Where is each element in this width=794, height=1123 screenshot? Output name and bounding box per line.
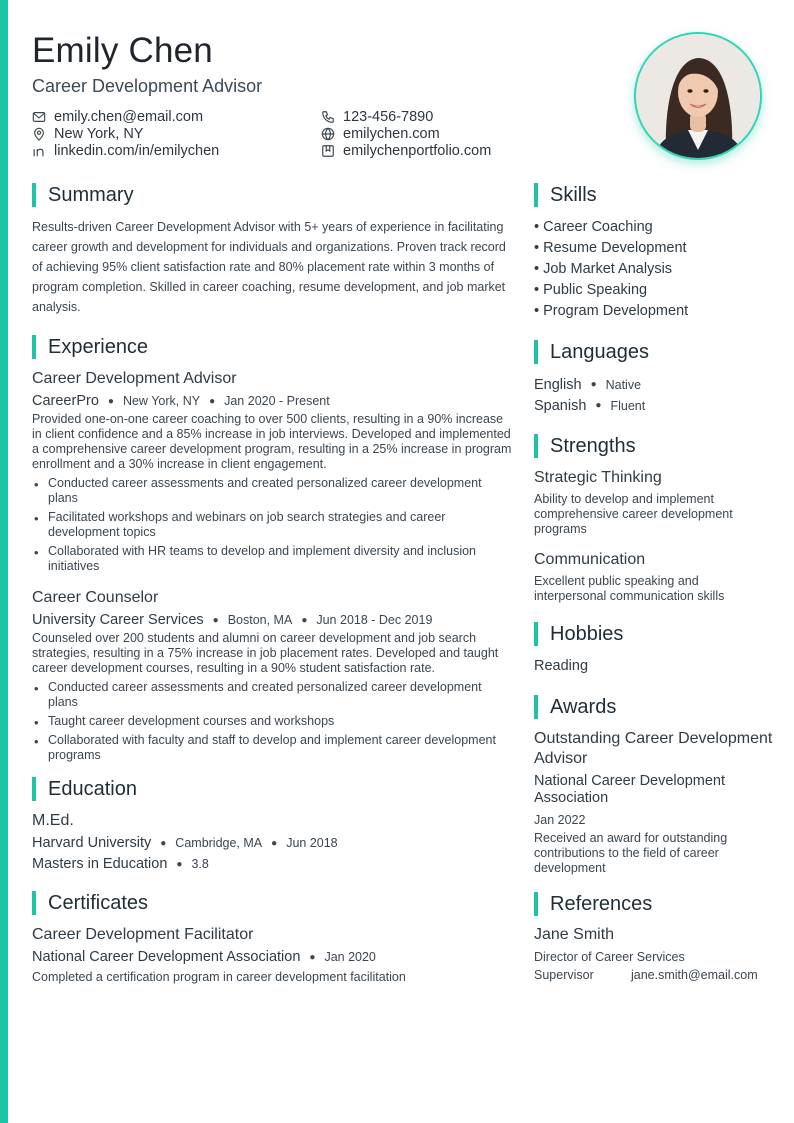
section-title: Skills	[550, 183, 597, 206]
graduation-date: Jun 2018	[286, 836, 338, 850]
section-title: Awards	[550, 695, 617, 718]
section-title: Hobbies	[550, 622, 624, 645]
heading-accent	[534, 183, 538, 207]
award-item	[534, 729, 774, 876]
experience-heading	[32, 335, 512, 359]
job-bullets	[32, 680, 512, 763]
certificates-heading	[32, 891, 512, 915]
heading-accent	[32, 183, 36, 207]
education-meta	[32, 834, 512, 852]
language-level: Fluent	[610, 398, 646, 413]
strength-title: Communication	[534, 551, 646, 568]
separator-dot: ●	[107, 395, 114, 407]
certificate-name: Career Development Facilitator	[32, 926, 254, 943]
school-location: Cambridge, MA	[175, 836, 263, 850]
skill-item: • Career Coaching	[534, 219, 653, 235]
contact-text: emily.chen@email.com	[54, 108, 204, 125]
company-name: CareerPro	[32, 393, 99, 409]
strength-description: Excellent public speaking and interpersonal communication skills	[534, 574, 725, 603]
summary-text: Results-driven Career Development Advisor with 5+ years of experience in facilitating career growth and development for individuals and organizations. Proven track record of achieving 95% client satisfaction rate and 80% placement rate within 3 months of program completion. Skilled in career coaching, resume development, and job market analysis.	[32, 220, 506, 314]
heading-accent	[32, 335, 36, 359]
experience-item	[32, 588, 512, 763]
bullet-item: • Collaborated with faculty and staff to develop and implement career development programs	[32, 733, 512, 763]
separator-dot: ●	[309, 951, 316, 963]
hobby-item: Reading	[534, 658, 589, 674]
strength-item	[534, 550, 774, 604]
skill-item: • Job Market Analysis	[534, 261, 673, 277]
location-icon	[32, 127, 46, 141]
strength-description: Ability to develop and implement comprehensive career development programs	[534, 492, 733, 536]
heading-accent	[32, 777, 36, 801]
candidate-name: Emily Chen	[32, 31, 213, 70]
globe-icon	[321, 127, 335, 141]
section-title: References	[550, 892, 653, 915]
company-name: University Career Services	[32, 612, 204, 628]
education-field-line	[32, 855, 512, 873]
section-title: Summary	[48, 183, 134, 206]
reference-role: Director of Career Services	[534, 950, 685, 964]
contact-portfolio[interactable]	[321, 142, 591, 159]
skills-list	[534, 217, 774, 322]
portfolio-icon	[321, 144, 335, 158]
language-item	[534, 395, 774, 416]
certificate-meta	[32, 948, 512, 966]
separator-dot: ●	[301, 614, 308, 626]
job-description: Counseled over 200 students and alumni on career development and job search strategies, resulting in a 75% increase in job placement rates. Developed and taught career development courses, resulting in a 90% student satisfaction rate.	[32, 631, 499, 675]
section-title: Certificates	[48, 891, 149, 914]
portrait-illustration	[636, 34, 760, 158]
language-level: Native	[605, 377, 642, 392]
bullet-item: • Conducted career assessments and created personalized career development plans	[32, 680, 512, 710]
section-title: Experience	[48, 335, 149, 358]
job-bullets	[32, 476, 512, 574]
email-icon	[32, 110, 46, 124]
heading-accent	[534, 695, 538, 719]
contact-linkedin[interactable]	[32, 142, 321, 159]
education-heading	[32, 777, 512, 801]
degree: M.Ed.	[32, 812, 74, 829]
experience-item	[32, 369, 512, 574]
section-title: Languages	[550, 340, 649, 363]
certificate-item	[32, 925, 512, 985]
gpa: 3.8	[191, 857, 209, 871]
separator-dot: ●	[212, 614, 219, 626]
separator-dot: ●	[595, 400, 602, 411]
reference-contact-row	[534, 968, 774, 982]
heading-accent	[32, 891, 36, 915]
job-dates: Jan 2020 - Present	[224, 394, 330, 408]
skills-heading	[534, 183, 774, 207]
reference-item	[534, 926, 774, 982]
job-location: Boston, MA	[227, 613, 293, 627]
linkedin-icon	[32, 144, 46, 158]
separator-dot: ●	[160, 837, 167, 849]
contact-text: emilychenportfolio.com	[343, 142, 492, 159]
school-name: Harvard University	[32, 835, 152, 851]
job-meta	[32, 611, 512, 629]
profile-photo	[634, 32, 762, 160]
separator-dot: ●	[176, 858, 183, 870]
contact-text: linkedin.com/in/emilychen	[54, 142, 220, 159]
separator-dot: ●	[590, 379, 597, 390]
language-name: English	[534, 376, 582, 393]
award-organization: National Career Development Association	[534, 773, 726, 806]
heading-accent	[534, 434, 538, 458]
strength-title: Strategic Thinking	[534, 469, 662, 486]
job-description: Provided one-on-one career coaching to over 500 clients, resulting in a 90% increase in client confidence and a 85% increase in job interviews. Developed and implemented a comprehensive career development program, resulting in a 25% increase in program enrollment and a 30% increase in client engagement.	[32, 412, 512, 471]
main-column	[32, 183, 512, 985]
language-name: Spanish	[534, 397, 587, 414]
summary-heading	[32, 183, 512, 207]
contact-text: 123-456-7890	[343, 108, 434, 125]
hobbies-heading	[534, 622, 774, 646]
reference-email[interactable]: jane.smith@email.com	[631, 968, 758, 982]
field-of-study: Masters in Education	[32, 856, 168, 872]
bullet-item: • Collaborated with HR teams to develop and implement diversity and inclusion initiatives	[32, 544, 512, 574]
candidate-title: Career Development Advisor	[32, 76, 263, 96]
skill-item: • Public Speaking	[534, 282, 648, 298]
contact-list	[32, 108, 592, 159]
bullet-item: • Taught career development courses and workshops	[32, 714, 512, 729]
separator-dot: ●	[209, 395, 216, 407]
job-title: Career Development Advisor	[32, 370, 237, 387]
contact-location	[32, 125, 321, 142]
heading-accent	[534, 340, 538, 364]
education-item	[32, 811, 512, 873]
heading-accent	[534, 622, 538, 646]
bullet-item: • Facilitated workshops and webinars on job search strategies and career development topics	[32, 510, 512, 540]
separator-dot: ●	[271, 837, 278, 849]
section-title: Strengths	[550, 434, 636, 457]
section-title: Education	[48, 777, 137, 800]
languages-list	[534, 374, 774, 416]
contact-website[interactable]	[321, 125, 591, 142]
reference-name: Jane Smith	[534, 926, 615, 943]
resume-header	[32, 30, 592, 97]
job-meta	[32, 392, 512, 410]
heading-accent	[534, 892, 538, 916]
accent-side-bar	[0, 0, 8, 1123]
contact-text: New York, NY	[54, 125, 144, 142]
award-date: Jan 2022	[534, 813, 586, 827]
side-column	[534, 183, 774, 982]
languages-heading	[534, 340, 774, 364]
certificate-issuer: National Career Development Association	[32, 949, 301, 965]
language-item	[534, 374, 774, 395]
reference-relation: Supervisor	[534, 968, 594, 982]
certificate-date: Jan 2020	[324, 950, 376, 964]
job-title: Career Counselor	[32, 589, 159, 606]
award-title: Outstanding Career Development Advisor	[534, 730, 773, 767]
certificate-description: Completed a certification program in career development facilitation	[32, 970, 406, 984]
contact-text: emilychen.com	[343, 125, 440, 142]
contact-phone[interactable]	[321, 108, 591, 125]
contact-email[interactable]	[32, 108, 321, 125]
references-heading	[534, 892, 774, 916]
skill-item: • Resume Development	[534, 240, 687, 256]
awards-heading	[534, 695, 774, 719]
job-location: New York, NY	[122, 394, 201, 408]
phone-icon	[321, 110, 335, 124]
award-description: Received an award for outstanding contributions to the field of career development	[534, 831, 728, 875]
skill-item: • Program Development	[534, 303, 689, 319]
bullet-item: • Conducted career assessments and created personalized career development plans	[32, 476, 512, 506]
strength-item	[534, 468, 774, 537]
job-dates: Jun 2018 - Dec 2019	[316, 613, 433, 627]
strengths-heading	[534, 434, 774, 458]
